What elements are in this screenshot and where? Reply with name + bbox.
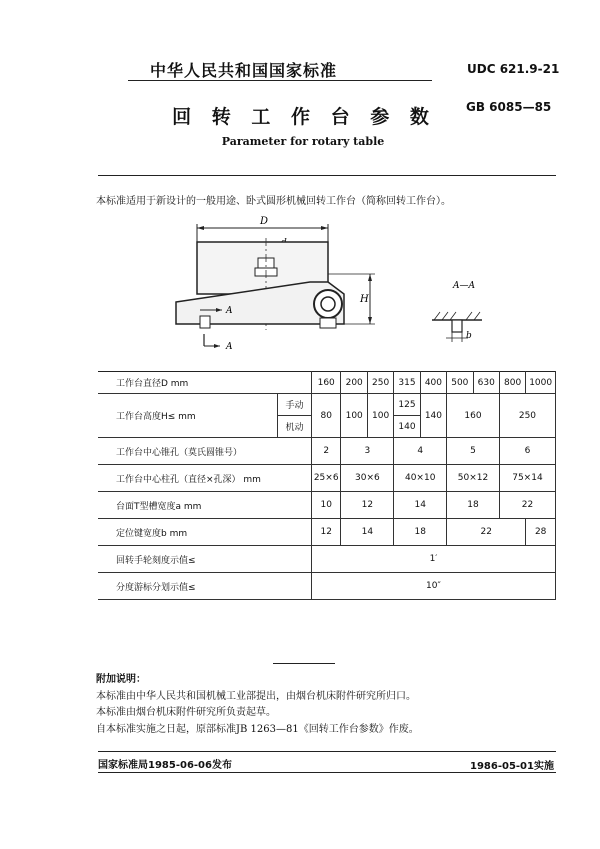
cell: 200 <box>341 372 367 394</box>
udc-code: UDC 621.9-21 <box>467 62 560 76</box>
cell: 28 <box>526 519 556 546</box>
label-D: D <box>260 216 269 227</box>
cell: 14 <box>394 492 447 519</box>
footer-rule-bottom <box>98 772 556 773</box>
label-b: b <box>466 331 472 341</box>
cell: 400 <box>420 372 446 394</box>
cell: 22 <box>499 492 555 519</box>
cell: 30×6 <box>341 465 394 492</box>
table-row <box>98 438 556 465</box>
table-row <box>98 372 556 394</box>
notes-heading: 附加说明： <box>96 674 146 685</box>
cell: 3 <box>341 438 394 465</box>
row-label-vernier: 分度游标分划示值≤ <box>98 573 311 600</box>
row-label-taper: 工作台中心锥孔（莫氏圆锥号） <box>98 438 311 465</box>
parameter-table <box>98 371 556 600</box>
table-row <box>98 573 556 600</box>
cell: 12 <box>341 492 394 519</box>
table-row <box>98 492 556 519</box>
cell: 315 <box>394 372 420 394</box>
title-rule <box>98 175 556 176</box>
notes-line: 本标准由烟台机床附件研究所负责起草。 <box>96 707 276 718</box>
cell: 80 <box>311 394 341 438</box>
cell: 40×10 <box>394 465 447 492</box>
cell: 75×14 <box>499 465 555 492</box>
cell: 10 <box>311 492 341 519</box>
label-A-A: A—A <box>453 281 475 291</box>
notes-line: 本标准由中华人民共和国机械工业部提出，由烟台机床附件研究所归口。 <box>96 690 416 702</box>
cell: 250 <box>499 394 555 438</box>
table-row <box>98 546 556 573</box>
cell: 4 <box>394 438 447 465</box>
cell: 100 <box>367 394 393 438</box>
label-H: H <box>360 294 369 305</box>
rotary-table-drawing <box>160 212 500 362</box>
notes-divider <box>273 663 335 664</box>
cell: 125 <box>394 394 420 416</box>
row-label-handwheel: 回转手轮刻度示值≤ <box>98 546 311 573</box>
cell: 6 <box>499 438 555 465</box>
cell: 12 <box>311 519 341 546</box>
document-title: 回 转 工 作 台 参 数 <box>172 106 436 128</box>
cell: 1000 <box>526 372 556 394</box>
row-label-bore: 工作台中心柱孔（直径×孔深） mm <box>98 465 311 492</box>
sub-label-motorized: 机动 <box>278 416 312 438</box>
cell: 14 <box>341 519 394 546</box>
footer-rule <box>98 751 556 752</box>
cell: 630 <box>473 372 499 394</box>
cell: 1′ <box>311 546 555 573</box>
cell: 100 <box>341 394 367 438</box>
scope-statement: 本标准适用于新设计的一般用途、卧式圆形机械回转工作台（简称回转工作台）。 <box>96 196 451 207</box>
standard-name: 中华人民共和国国家标准 <box>150 61 338 80</box>
label-A-lower: A <box>226 342 233 352</box>
table-row <box>98 465 556 492</box>
document-title-en: Parameter for rotary table <box>221 135 385 148</box>
table-row <box>98 394 556 416</box>
effective-date: 1986-05-01实施 <box>470 761 554 772</box>
cell: 800 <box>499 372 525 394</box>
row-label-key-width: 定位键宽度b mm <box>98 519 311 546</box>
table-row <box>98 519 556 546</box>
cell: 22 <box>447 519 526 546</box>
sub-label-manual: 手动 <box>278 394 312 416</box>
cell: 160 <box>311 372 341 394</box>
row-label-height: 工作台高度H≤ mm <box>98 394 278 438</box>
notes-line: 自本标准实施之日起，原部标准JB 1263—81《回转工作台参数》作废。 <box>96 723 419 735</box>
cell: 250 <box>367 372 393 394</box>
cell: 500 <box>447 372 473 394</box>
cell: 140 <box>420 394 446 438</box>
label-A-upper: A <box>226 306 233 316</box>
cell: 18 <box>447 492 500 519</box>
cell: 25×6 <box>311 465 341 492</box>
header-rule <box>128 80 432 81</box>
cell: 140 <box>394 416 420 438</box>
row-label-t-slot: 台面T型槽宽度a mm <box>98 492 311 519</box>
row-label-diameter: 工作台直径D mm <box>98 372 311 394</box>
cell: 160 <box>447 394 500 438</box>
gb-code: GB 6085—85 <box>466 100 552 114</box>
cell: 10″ <box>311 573 555 600</box>
cell: 50×12 <box>447 465 500 492</box>
additional-notes <box>96 672 419 738</box>
cell: 5 <box>447 438 500 465</box>
cell: 18 <box>394 519 447 546</box>
cell: 2 <box>311 438 341 465</box>
issue-date: 国家标准局1985-06-06发布 <box>98 760 232 771</box>
